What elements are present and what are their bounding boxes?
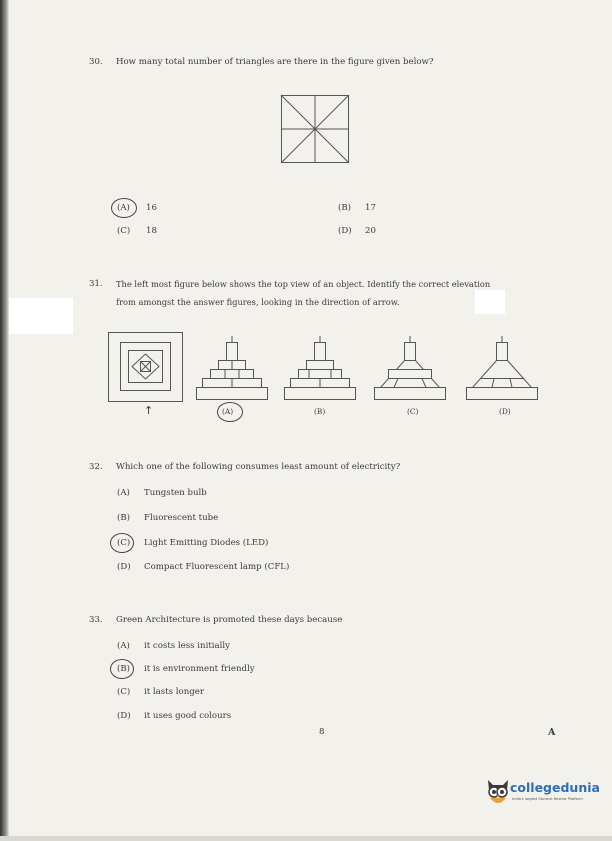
q30-option-a-label: (A) — [117, 203, 130, 213]
q33-option-d-label: (D) — [117, 711, 131, 721]
q30-option-c-value: 18 — [146, 226, 157, 236]
q32-option-b-value: Fluorescent tube — [144, 513, 219, 523]
q30-option-a-value: 16 — [146, 203, 157, 213]
q33-text: Green Architecture is promoted these days because — [116, 615, 343, 625]
owl-mascot-icon — [486, 778, 510, 808]
q32-option-a-value: Tungsten bulb — [144, 488, 207, 498]
q31-figure-label-a: (A) — [222, 407, 234, 416]
q32-answer-mark — [110, 533, 134, 553]
q32-option-a-label: (A) — [117, 488, 130, 498]
q30-text: How many total number of triangles are there in the figure given below? — [116, 57, 434, 67]
q33-option-a-label: (A) — [117, 641, 130, 651]
q33-option-b-label: (B) — [117, 664, 131, 674]
q31-direction-arrow: ↑ — [144, 404, 154, 417]
q30-triangle-figure — [281, 95, 349, 163]
q31-elevation-figure-c — [374, 336, 446, 404]
q31-text-line1: The left most figure below shows the top view of an object. Identify the correct elevation — [116, 279, 491, 289]
q31-text-line2: from amongst the answer figures, looking in the direction of arrow. — [116, 297, 400, 307]
redacted-patch — [475, 290, 505, 314]
q33-number: 33. — [89, 615, 103, 625]
scan-bottom-edge — [0, 836, 612, 841]
q30-answer-mark — [111, 198, 137, 218]
q32-option-d-label: (D) — [117, 562, 131, 572]
q32-text: Which one of the following consumes least amount of electricity? — [116, 462, 401, 472]
q33-answer-mark — [110, 659, 134, 679]
collegedunia-logo — [486, 776, 604, 816]
q31-answer-mark — [217, 402, 243, 422]
set-code: A — [548, 727, 556, 738]
q33-option-d-value: it uses good colours — [144, 711, 232, 721]
redacted-patch — [9, 298, 73, 334]
page-number: 8 — [319, 727, 325, 737]
q32-number: 32. — [89, 462, 103, 472]
q30-option-d-label: (D) — [338, 226, 352, 236]
q31-figure-label-c: (C) — [407, 407, 419, 416]
q33-option-c-value: it lasts longer — [144, 687, 204, 697]
q31-figure-label-b: (B) — [314, 407, 326, 416]
q31-elevation-figure-d — [466, 336, 538, 404]
q30-option-d-value: 20 — [365, 226, 376, 236]
logo-wordmark: collegedunia — [510, 780, 600, 795]
q32-option-b-label: (B) — [117, 513, 131, 523]
scan-left-edge — [0, 0, 9, 841]
q30-option-b-label: (B) — [338, 203, 352, 213]
q31-figure-label-d: (D) — [499, 407, 511, 416]
q32-option-c-value: Light Emitting Diodes (LED) — [144, 538, 269, 548]
q33-option-c-label: (C) — [117, 687, 131, 697]
q33-option-a-value: it costs less initially — [144, 641, 231, 651]
q31-top-view-figure — [108, 332, 183, 402]
q33-option-b-value: it is environment friendly — [144, 664, 255, 674]
q30-number: 30. — [89, 57, 103, 67]
q31-elevation-figure-b — [284, 336, 356, 404]
q30-option-b-value: 17 — [365, 203, 376, 213]
q30-option-c-label: (C) — [117, 226, 131, 236]
q31-number: 31. — [89, 279, 103, 289]
q32-option-c-label: (C) — [117, 538, 131, 548]
q32-option-d-value: Compact Fluorescent lamp (CFL) — [144, 562, 290, 572]
logo-tagline: India's largest Student Review Platform — [512, 797, 583, 801]
q31-elevation-figure-a — [196, 336, 268, 404]
